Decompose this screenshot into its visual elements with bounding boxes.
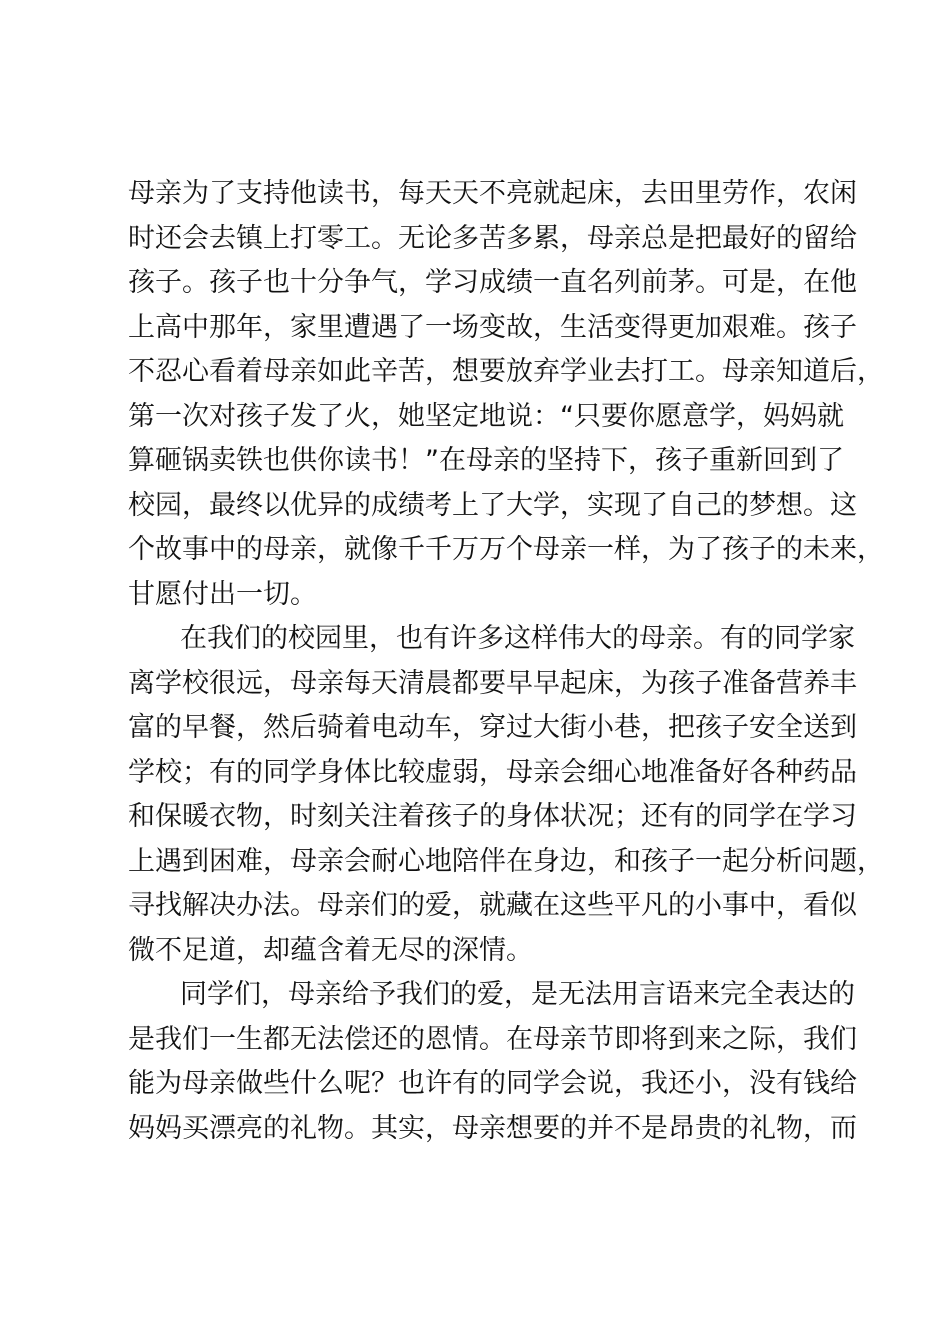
body-text: [128, 172, 884, 1151]
text-line: 在我们的校园里，也有许多这样伟大的母亲。有的同学家: [180, 623, 855, 654]
text-line: 甘愿付出一切。: [128, 578, 317, 610]
paragraph-2: [128, 617, 884, 973]
text-line: 算砸锅卖铁也供你读书！”在母亲的坚持下，孩子重新回到了: [128, 445, 844, 476]
text-line: 同学们，母亲给予我们的爱，是无法用言语来完全表达的: [180, 979, 855, 1010]
text-line: 寻找解决办法。母亲们的爱，就藏在这些平凡的小事中，看似: [128, 890, 857, 921]
paragraph-3: [128, 973, 857, 1151]
text-line: 时还会去镇上打零工。无论多苦多累，母亲总是把最好的留给: [128, 222, 857, 254]
text-line: 和保暖衣物，时刻关注着孩子的身体状况；还有的同学在学习: [128, 801, 857, 832]
text-line: 是我们一生都无法偿还的恩情。在母亲节即将到来之际，我们: [128, 1023, 857, 1055]
text-line: 不忍心看着母亲如此辛苦，想要放弃学业去打工。母亲知道后，: [128, 356, 884, 387]
paragraph-1: [128, 172, 884, 617]
text-line: 个故事中的母亲，就像千千万万个母亲一样，为了孩子的未来，: [128, 534, 884, 565]
text-line: 母亲为了支持他读书，每天天不亮就起床，去田里劳作，农闲: [128, 178, 857, 209]
text-line: 上遇到困难，母亲会耐心地陪伴在身边，和孩子一起分析问题，: [128, 845, 884, 877]
text-line: 能为母亲做些什么呢？也许有的同学会说，我还小，没有钱给: [128, 1068, 857, 1099]
text-line: 离学校很远，母亲每天清晨都要早早起床，为孩子准备营养丰: [128, 667, 857, 699]
text-line: 微不足道，却蕴含着无尽的深情。: [128, 934, 533, 966]
text-line: 妈妈买漂亮的礼物。其实，母亲想要的并不是昂贵的礼物，而: [128, 1112, 857, 1144]
text-line: 上高中那年，家里遭遇了一场变故，生活变得更加艰难。孩子: [128, 311, 857, 343]
text-line: 校园，最终以优异的成绩考上了大学，实现了自己的梦想。这: [128, 489, 857, 521]
text-line: 第一次对孩子发了火，她坚定地说：“只要你愿意学，妈妈就: [128, 400, 844, 432]
text-line: 富的早餐，然后骑着电动车，穿过大街小巷，把孩子安全送到: [128, 712, 857, 743]
text-line: 学校；有的同学身体比较虚弱，母亲会细心地准备好各种药品: [128, 756, 857, 788]
text-line: 孩子。孩子也十分争气，学习成绩一直名列前茅。可是，在他: [128, 267, 857, 298]
